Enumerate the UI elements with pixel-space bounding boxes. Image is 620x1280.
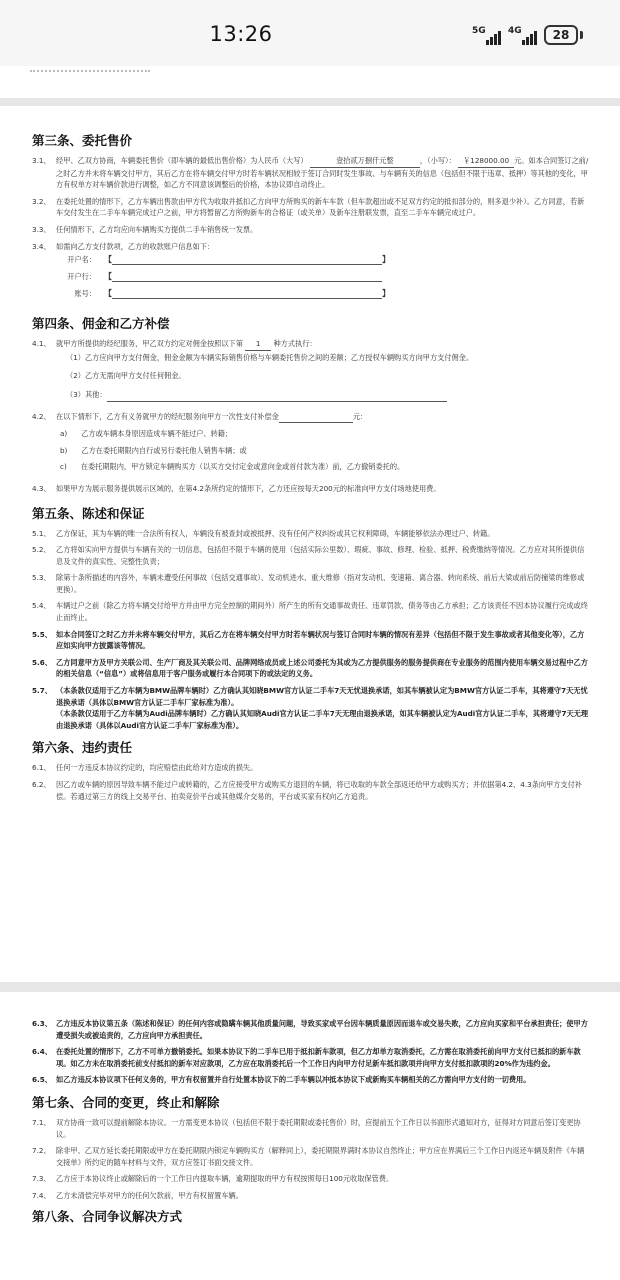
clause-5-7: 5.7、 （本条款仅适用于乙方车辆为BMW品牌车辆时）乙方确认其知晓BMW官方认证二手车7天无忧退换承诺，如其车辆被认定为BMW官方认证二手车，其将遵守7天无忧退换承诺（具体以BMW官方认证二手车厂家标准为准）。 （本条款仅适用于乙方车辆为Audi品牌车辆时）乙方确认其知晓Audi官方认证二手车7天无理由退换承诺，如其车辆被认定为Audi官方认证二手车，其将遵守7天无理由退换承诺（具体以Audi官方认证二手车厂家标准为准）。	[32, 686, 589, 730]
signal-4g-icon: 4G	[508, 27, 542, 45]
clause-7-3: 7.3、 乙方应于本协议终止或解除后的一个工作日内提取车辆，逾期提取的甲方有权按照每日100元收取保管费。	[32, 1174, 394, 1184]
battery-tip	[580, 31, 583, 39]
document-page-2	[0, 1018, 620, 1231]
clause-5-5: 5.5、 如本合同签订之时乙方并未将车辆交付甲方，其后乙方在将车辆交付甲方时若车辆状况与签订合同时车辆的情况有差异（包括但不限于发生事故或者其他变化等），乙方应如实向甲方披露该等情况。	[32, 629, 585, 651]
clause-6-1: 6.1、 任何一方违反本协议约定的，均应赔偿由此给对方造成的损失。	[32, 763, 258, 773]
section-4-title: 第四条、佣金和乙方补偿	[32, 316, 170, 332]
clause-5-6: 5.6、 乙方同意甲方及甲方关联公司、生产厂商及其关联公司、品牌网络成员或上述公司委托为其或为乙方提供服务的服务提供商在专业服务的范围内使用车辆交易过程中乙方的相关信息（“信息”）或将信息用于客户服务或履行本合同项下的或法定的义务。	[32, 657, 588, 679]
signal-5g-icon: 5G	[472, 27, 506, 45]
account-name-field	[112, 254, 382, 265]
clause-5-2: 5.2、 乙方将如实向甲方提供与车辆有关的一切信息，包括但不限于车辆的使用（包括实际公里数）、瑕疵、事故、修理、检验、抵押、税费缴纳等情况。乙方应对其所提供信息及文件的真实性、完整性负责；	[32, 545, 585, 566]
clause-6-5: 6.5、 如乙方违反本协议项下任何义务的，甲方有权留置并自行处置本协议下的二手车辆以冲抵本协议下或新购买车辆相关的乙方需向甲方支付的一切费用。	[32, 1075, 531, 1085]
clause-7-1: 7.1、 双方协商一致可以提前解除本协议。一方需变更本协议（包括但不限于委托期限或委托售价）时，应提前五个工作日以书面形式通知对方，征得对方同意后签订变更协议。	[32, 1117, 581, 1139]
page-separator	[0, 982, 620, 992]
clause-6-3: 6.3、 乙方违反本协议第五条（陈述和保证）的任何内容或隐瞒车辆其他质量问题，导致买家或平台因车辆质量原因而退车或交易失败，乙方应向买家和平台承担责任；使甲方遭受损失或被追责的，乙方应向甲方承担责任。	[32, 1019, 588, 1040]
clause-4-1: 4.1、 就甲方所提供的经纪服务，甲乙双方约定对佣金按照以下第 1 种方式执行：	[32, 338, 590, 351]
clause-3-1: 3.1、 经甲、乙双方协商，车辆委托售价（即车辆的最低出售价格）为人民币（大写） 壹拾贰万捌仟元整 ，（小写）： ￥128000.00 元。如本合同签订之前/之时乙方并未将车辆交付甲方，其后乙方在将车辆交付甲方时若车辆状况相较于签订合同时发生事故、与车辆有关的信息（包括但不限于违章、抵押）等其他的变化，甲方有权单方对车辆价款进行调整，如乙方不同意该调整后的价格，本协议即自动终止。	[32, 156, 589, 190]
clause-4-2-a: a) 乙方或车辆本身原因造成车辆不能过户、转籍；	[60, 429, 233, 439]
section-7-title: 第七条、合同的变更，终止和解除	[32, 1094, 220, 1110]
section-6-title: 第六条、违约责任	[32, 740, 133, 756]
account-name-row: 开户名： 【 】	[67, 255, 390, 265]
clause-3-2: 3.2、 在委托处置的情形下，乙方车辆出售款由甲方代为收取并抵扣乙方向甲方所购买的新车车款（但车款超出或不足双方约定的抵扣部分的，则多退少补）。乙方同意，若新车交付发生在二手车车辆完成过户之前，甲方将暂留乙方所购新车的合格证（或关单）及新车注册联发票，直至二手车车辆完成过户。	[32, 196, 585, 218]
clause-5-1: 5.1、 乙方保证，其为车辆的唯一合法所有权人，车辆没有被查封或被抵押、没有任何产权纠纷或其它权利障碍，车辆能够依法办理过户、转籍。	[32, 528, 495, 538]
option-3-field	[107, 389, 447, 402]
clause-6-4: 6.4、 在委托处置的情形下，乙方不可单方撤销委托。如果本协议下的二手车已用于抵扣新车款项，但乙方却单方取消委托，乙方需在取消委托前向甲方支付已抵扣的新车款项。如乙方未在取消委托前支付抵扣的新车对应款项，乙方应在取消委托后一个工作日内向甲方付足新车抵扣款项并向甲方支付抵扣款项的20%作为违约金。	[32, 1047, 581, 1068]
battery-icon: 28	[544, 25, 578, 45]
account-number-field	[112, 288, 382, 299]
document-page-1	[0, 132, 620, 807]
option-2: （2）乙方无需向甲方支付任何佣金。	[66, 371, 186, 381]
option-1: （1）乙方应向甲方支付佣金，佣金金额为车辆实际销售价格与车辆委托售价之间的差额；乙方授权车辆购买方向甲方支付佣金。	[66, 352, 474, 362]
account-bank-field	[112, 271, 382, 282]
clause-4-3: 4.3、 如果甲方为展示服务提供展示区域的，在第4.2条所约定的情形下，乙方还应按每天200元的标准向甲方支付场地使用费。	[32, 483, 441, 493]
clause-3-4: 3.4、 如需向乙方支付款项，乙方的收款账户信息如下：	[32, 241, 215, 251]
account-number-row: 账号： 【 】	[74, 289, 390, 299]
clause-7-2: 7.2、 除非甲、乙双方延长委托期限或甲方在委托期限内锁定车辆购买方（解释同上），委托期限界满时本协议自然终止；甲方应在界满后三个工作日内返还车辆及附件《车辆交接单》所约定的随车材料与文件，双方应签订书面交接文件。	[32, 1146, 585, 1167]
clause-4-2-c: c) 在委托期限内，甲方锁定车辆购买方（以买方交付定金或意向金或首付款为准）前，乙方撤销委托的。	[60, 462, 405, 472]
compensation-amount-field	[279, 411, 353, 424]
option-3: （3）其他：	[32, 389, 590, 402]
account-bank-row: 开户行： 【	[32, 271, 590, 282]
clause-3-3: 3.3、 任何情形下，乙方均应向车辆购买方提供二手车销售统一发票。	[32, 224, 258, 234]
section-3-title: 第三条、委托售价	[32, 133, 133, 148]
price-lower-field: ￥128000.00	[458, 155, 514, 168]
section-5-title: 第五条、陈述和保证	[32, 505, 145, 521]
section-8-title: 第八条、合同争议解决方式	[32, 1208, 183, 1224]
page-separator	[0, 98, 620, 106]
status-bar	[0, 0, 620, 66]
price-upper-field: 壹拾贰万捌仟元整	[310, 155, 420, 168]
clause-7-4: 7.4、 乙方未清偿完毕对甲方的任何欠款前，甲方有权留置车辆。	[32, 1190, 243, 1200]
clock: 13:26	[209, 22, 273, 46]
clause-5-3: 5.3、 除第十条所描述的内容外，车辆未遭受任何事故（包括交通事故）、发动机进水、重大维修（指对发动机、变速箱、离合器、转向系统、前后大梁或前后防撞梁的维修或更换）。	[32, 573, 585, 594]
clause-6-2: 6.2、 因乙方或车辆的原因导致车辆不能过户或转籍的，乙方应接受甲方或购买方退回的车辆，将已收取的车款全部返还给甲方或购买方；并依据第4.2、4.3条向甲方支付补偿。若通过第三方的线上交易平台、拍卖竞价平台或其他媒介交易的，平台或买家有权向乙方追责。	[32, 780, 582, 801]
clause-4-2: 4.2、 在以下情形下，乙方有义务就甲方的经纪服务向甲方一次性支付补偿金 元：	[32, 411, 590, 424]
previous-page-remnant	[30, 70, 150, 74]
clause-5-4: 5.4、 车辆过户之前（除乙方将车辆交付给甲方并由甲方完全控制的期间外）所产生的所有交通事故责任、违章罚款、债务等由乙方承担；乙方该责任不因本协议履行完成或终止而终止。	[32, 601, 588, 623]
commission-method-field: 1	[245, 338, 271, 351]
clause-4-2-b: b) 乙方在委托期限内自行或另行委托他人销售车辆；或	[60, 445, 247, 455]
